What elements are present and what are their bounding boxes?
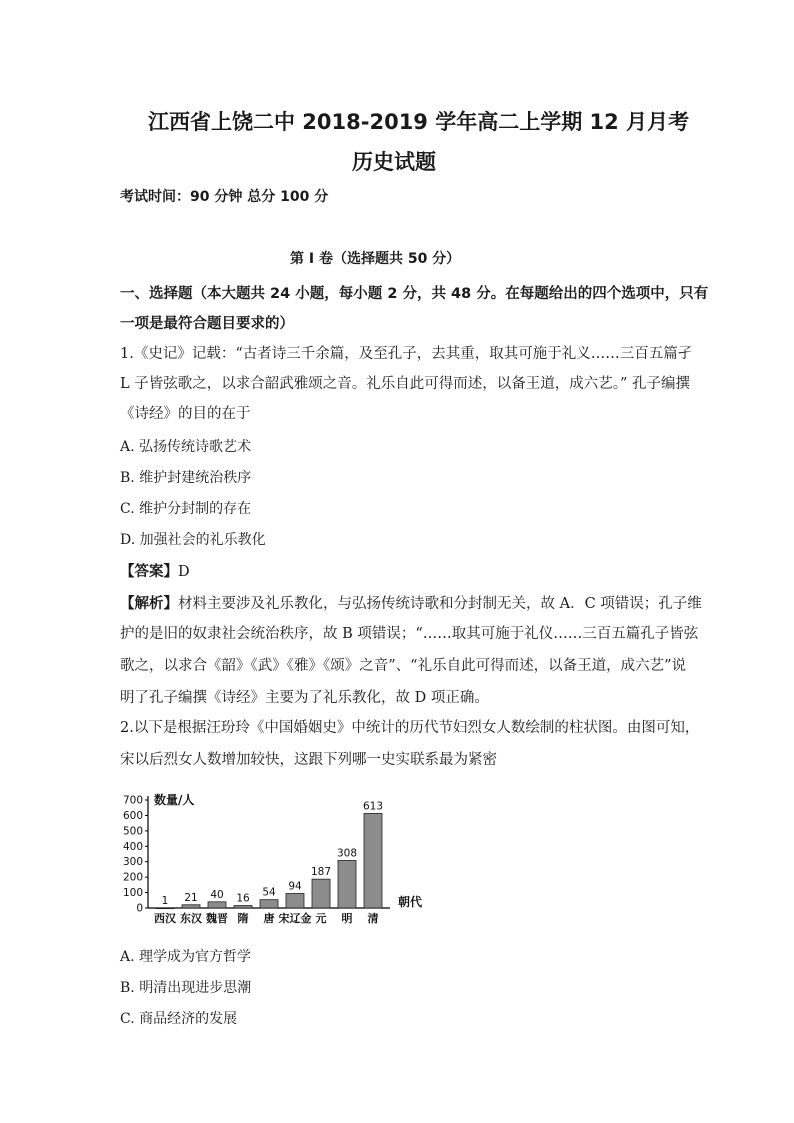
bar-0 xyxy=(156,908,174,909)
analysis-text-1: 材料主要涉及礼乐教化，与弘扬传统诗歌和分封制无关，故 A．C 项错误；孔子维 xyxy=(178,596,702,612)
question-1-stem-line-1: 1.《史记》记载：“古者诗三千余篇，及至孔子，去其重，取其可施于礼义……三百五篇孑 xyxy=(120,346,693,362)
x-axis-title: 朝代 xyxy=(398,895,423,909)
bar-4 xyxy=(260,900,278,908)
question-1-stem-line-2: L 子皆弦歌之，以求合韶武雅颂之音。礼乐自此可得而述，以备王道，成六艺。” 孔子编撰 xyxy=(120,376,691,392)
x-tick-label-7: 明 xyxy=(341,912,353,925)
question-1-option-c: C. 维护分封制的存在 xyxy=(120,501,252,517)
data-label-1: 21 xyxy=(184,891,198,904)
question-1-option-a: A. 弘扬传统诗歌艺术 xyxy=(120,439,252,455)
question-1-analysis-line-4: 明了孔子编撰《诗经》主要为了礼乐教化，故 D 项正确。 xyxy=(120,690,489,706)
y-tick-label-4: 400 xyxy=(122,840,143,853)
x-tick-label-6: 元 xyxy=(315,912,327,925)
section-instruction-line-1: 一、选择题（本大题共 24 小题，每小题 2 分，共 48 分。在每题给出的四个选项中，只有 xyxy=(120,286,709,302)
question-1-analysis-line-3: 歌之，以求合《韶》《武》《雅》《颂》之音”、“礼乐自此可得而述，以备王道，成六艺”说 xyxy=(120,658,686,674)
x-tick-label-2: 魏晋 xyxy=(206,912,228,925)
x-tick-label-5: 宋辽金 xyxy=(278,912,312,925)
question-2-stem-line-2: 宋以后烈女人数增加较快，这跟下列哪一史实联系最为紧密 xyxy=(120,752,497,768)
y-tick-label-1: 100 xyxy=(122,887,143,900)
data-label-8: 613 xyxy=(362,800,384,813)
question-1-answer xyxy=(120,560,190,581)
section-heading: 第 I 卷（选择题共 50 分） xyxy=(290,251,461,267)
question-1-stem-line-3: 《诗经》的目的在于 xyxy=(120,406,251,422)
y-tick-label-7: 700 xyxy=(122,794,143,807)
question-2-option-a: A. 理学成为官方哲学 xyxy=(120,949,252,965)
answer-value: D xyxy=(178,564,190,580)
question-1-option-b: B. 维护封建统治秩序 xyxy=(120,470,252,486)
data-label-3: 16 xyxy=(236,892,250,905)
section-instruction-line-2: 一项是最符合题目要求的） xyxy=(120,316,294,332)
y-tick-label-2: 200 xyxy=(122,871,143,884)
paper-title: 江西省上饶二中 2018-2019 学年高二上学期 12 月月考 xyxy=(148,110,690,134)
x-tick-label-1: 东汉 xyxy=(180,912,202,925)
bar-7 xyxy=(338,860,356,908)
question-2-stem-line-1: 2.以下是根据汪玢玲《中国婚姻史》中统计的历代节妇烈女人数绘制的柱状图。由图可知， xyxy=(120,720,700,736)
paper-subtitle: 历史试题 xyxy=(352,150,436,174)
question-1-analysis-line-1 xyxy=(120,592,702,613)
question-1-option-d: D. 加强社会的礼乐教化 xyxy=(120,532,266,548)
exam-info: 考试时间：90 分钟 总分 100 分 xyxy=(120,189,329,205)
x-tick-label-4: 唐 xyxy=(263,912,275,925)
question-2-option-b: B. 明清出现进步思潮 xyxy=(120,980,252,996)
bar-3 xyxy=(234,906,252,908)
data-label-5: 94 xyxy=(288,880,302,893)
y-tick-label-5: 500 xyxy=(122,825,143,838)
x-tick-label-8: 清 xyxy=(367,912,379,925)
bar-6 xyxy=(312,879,330,908)
y-tick-label-0: 0 xyxy=(136,902,143,915)
question-2-option-c: C. 商品经济的发展 xyxy=(120,1011,238,1027)
answer-label: 【答案】 xyxy=(120,564,178,580)
x-tick-label-3: 隋 xyxy=(237,912,249,925)
data-label-0: 1 xyxy=(161,894,169,907)
bar-8 xyxy=(364,813,382,908)
y-axis-title: 数量/人 xyxy=(154,793,195,807)
y-tick-label-3: 300 xyxy=(122,856,143,869)
data-label-6: 187 xyxy=(310,866,332,879)
question-1-analysis-line-2: 护的是旧的奴隶社会统治秩序，故 B 项错误；“……取其可施于礼仪……三百五篇孔子皆弦 xyxy=(120,626,699,642)
analysis-label: 【解析】 xyxy=(120,596,178,612)
bar-1 xyxy=(182,905,200,908)
data-label-4: 54 xyxy=(262,886,276,899)
bar-2 xyxy=(208,902,226,908)
bar-chart xyxy=(118,790,428,930)
y-tick-label-6: 600 xyxy=(122,809,143,822)
data-label-2: 40 xyxy=(210,888,224,901)
x-tick-label-0: 西汉 xyxy=(154,912,176,925)
bar-5 xyxy=(286,893,304,908)
data-label-7: 308 xyxy=(336,847,358,860)
